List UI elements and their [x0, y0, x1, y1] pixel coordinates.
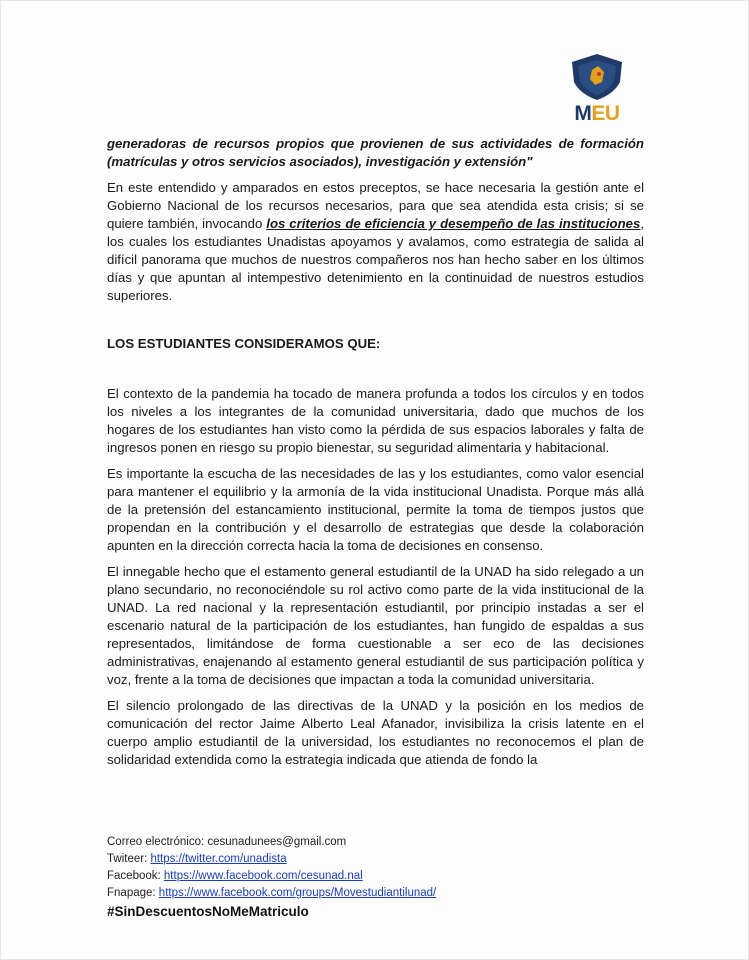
- meu-logo: [568, 52, 626, 132]
- twitter-label: Twiteer:: [107, 853, 151, 865]
- logo-letters-eu: EU: [591, 102, 620, 125]
- paragraph-gestion: [107, 179, 644, 305]
- facebook-link[interactable]: https://www.facebook.com/cesunad.nal: [163, 870, 363, 882]
- twitter-link[interactable]: https://twitter.com/unadista: [150, 853, 287, 865]
- footer-contact: [107, 834, 647, 920]
- section-heading: LOS ESTUDIANTES CONSIDERAMOS QUE:: [107, 336, 381, 351]
- intro-quote: generadoras de recursos propios que provienen de sus actividades de formación (matrículas y otros servicios asociados), investigación y extensión": [107, 136, 644, 169]
- logo-wordmark: [568, 102, 626, 126]
- gestion-text-before: En este entendido y amparados en estos preceptos, se hace necesaria la gestión ante el Gobierno Nacional de los recursos necesarios, para que sea atendida esta crisis; si se quiere también, invocando: [107, 180, 644, 231]
- footer-facebook: [107, 868, 647, 885]
- fnapage-link[interactable]: https://www.facebook.com/groups/Movestudiantilunad/: [158, 887, 437, 899]
- paragraph-contexto: El contexto de la pandemia ha tocado de manera profunda a todos los círculos y en todos los niveles a los integrantes de la comunidad universitaria, dado que muchos de los hogares de los estudiantes han visto como la pérdida de sus espacios laborales y falta de ingresos ponen en riesgo su propio bienestar, su seguridad alimentaria y habitacional.: [107, 386, 644, 455]
- gestion-text-after: , los cuales los estudiantes Unadistas apoyamos y avalamos, como estrategia de salida al difícil panorama que muchos de nuestros compañeros nos han hecho saber en los últimos días y que apuntan al intempestivo detenimiento en la continuidad de nuestros estudios superiores.: [107, 216, 644, 303]
- facebook-label: Facebook:: [107, 870, 164, 882]
- email-label: Correo electrónico:: [107, 836, 208, 848]
- document-body: [107, 135, 644, 769]
- paragraph-escucha: Es importante la escucha de las necesidades de las y los estudiantes, como valor esencial para mantener el equilibrio y la armonía de la vida institucional Unadista. Porque más allá de la pretensión del estancamiento institucional, permite la toma de tiempos justos que propendan en la contribución y el desarrollo de estrategias que desde la colaboración apunten en la dirección correcta hacia la toma de decisiones en consenso.: [107, 466, 644, 553]
- hashtag: #SinDescuentosNoMeMatriculo: [107, 904, 309, 919]
- footer-email: [107, 834, 647, 851]
- gestion-emphasis: los criterios de eficiencia y desempeño de las instituciones: [266, 216, 641, 231]
- paragraph-estamento: El innegable hecho que el estamento general estudiantil de la UNAD ha sido relegado a un plano secundario, no reconociéndole su rol activo como parte de la vida institucional de la UNAD. La red nacional y la representación estudiantil, por principio instadas a ser el escenario natural de la participación de los estudiantes, han fungido de espaldas a sus representados, limitándose de forma cuestionable a ser eco de las decisiones administrativas, enajenando al estamento general estudiantil de sus participación política y voz, frente a la toma de decisiones que impactan a toda la comunidad universitaria.: [107, 564, 644, 687]
- fnapage-label: Fnapage:: [107, 887, 159, 899]
- shield-icon: [568, 52, 626, 102]
- paragraph-silencio: El silencio prolongado de las directivas de la UNAD y la posición en los medios de comunicación del rector Jaime Alberto Leal Afanador, invisibiliza la crisis latente en el cuerpo amplio estudiantil de la universidad, los estudiantes no reconocemos el plan de solidaridad extendida como la estrategia indicada que atienda de fondo la: [107, 698, 644, 767]
- footer-fnapage: [107, 885, 647, 902]
- email-value: cesunadunees@gmail.com: [207, 836, 347, 848]
- footer-twitter: [107, 851, 647, 868]
- logo-letter-m: M: [574, 102, 592, 125]
